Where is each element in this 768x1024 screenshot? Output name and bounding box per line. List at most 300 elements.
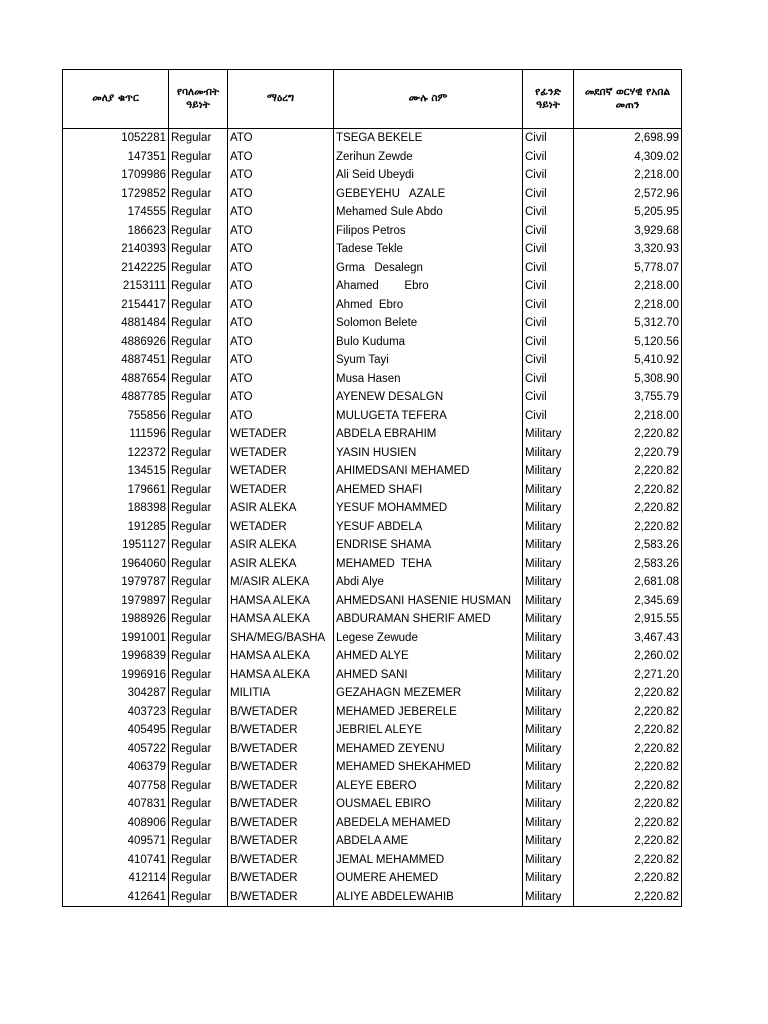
cell-beneficiary-type: Regular: [169, 148, 228, 167]
cell-rank: WETADER: [228, 481, 334, 500]
cell-monthly-amount: 2,345.69: [574, 592, 682, 611]
cell-monthly-amount: 2,271.20: [574, 666, 682, 685]
cell-id: 304287: [63, 684, 169, 703]
cell-id: 4887451: [63, 351, 169, 370]
cell-id: 2153111: [63, 277, 169, 296]
cell-rank: ATO: [228, 203, 334, 222]
cell-id: 412641: [63, 888, 169, 907]
cell-rank: HAMSA ALEKA: [228, 610, 334, 629]
table-row: [63, 740, 682, 759]
cell-beneficiary-type: Regular: [169, 499, 228, 518]
cell-rank: B/WETADER: [228, 758, 334, 777]
cell-beneficiary-type: Regular: [169, 555, 228, 574]
cell-full-name: Ahamed Ebro: [334, 277, 523, 296]
table-row: [63, 277, 682, 296]
cell-beneficiary-type: Regular: [169, 832, 228, 851]
cell-pension-type: Military: [523, 740, 574, 759]
cell-id: 410741: [63, 851, 169, 870]
cell-pension-type: Civil: [523, 259, 574, 278]
cell-monthly-amount: 2,220.82: [574, 462, 682, 481]
cell-monthly-amount: 2,220.82: [574, 703, 682, 722]
cell-rank: B/WETADER: [228, 777, 334, 796]
cell-monthly-amount: 2,218.00: [574, 407, 682, 426]
cell-rank: HAMSA ALEKA: [228, 647, 334, 666]
cell-monthly-amount: 2,698.99: [574, 129, 682, 148]
cell-monthly-amount: 2,220.82: [574, 740, 682, 759]
cell-full-name: OUSMAEL EBIRO: [334, 795, 523, 814]
cell-rank: ATO: [228, 407, 334, 426]
cell-pension-type: Military: [523, 814, 574, 833]
table-row: [63, 758, 682, 777]
table-row: [63, 240, 682, 259]
cell-id: 407831: [63, 795, 169, 814]
cell-monthly-amount: 2,220.82: [574, 851, 682, 870]
cell-monthly-amount: 2,220.82: [574, 684, 682, 703]
cell-monthly-amount: 2,260.02: [574, 647, 682, 666]
cell-full-name: Ali Seid Ubeydi: [334, 166, 523, 185]
cell-rank: ATO: [228, 259, 334, 278]
cell-rank: ATO: [228, 388, 334, 407]
table-row: [63, 851, 682, 870]
cell-full-name: JEMAL MEHAMMED: [334, 851, 523, 870]
cell-pension-type: Civil: [523, 296, 574, 315]
cell-beneficiary-type: Regular: [169, 462, 228, 481]
cell-pension-type: Military: [523, 444, 574, 463]
cell-pension-type: Military: [523, 592, 574, 611]
cell-id: 4887654: [63, 370, 169, 389]
cell-rank: B/WETADER: [228, 740, 334, 759]
cell-id: 406379: [63, 758, 169, 777]
cell-beneficiary-type: Regular: [169, 721, 228, 740]
cell-full-name: Tadese Tekle: [334, 240, 523, 259]
cell-full-name: ABDURAMAN SHERIF AMED: [334, 610, 523, 629]
table-row: [63, 573, 682, 592]
cell-monthly-amount: 2,218.00: [574, 166, 682, 185]
cell-id: 405722: [63, 740, 169, 759]
pension-table-sheet: [62, 69, 682, 907]
header-id: መለያ ቁጥር: [63, 70, 169, 129]
cell-pension-type: Military: [523, 481, 574, 500]
cell-id: 1979897: [63, 592, 169, 611]
cell-beneficiary-type: Regular: [169, 240, 228, 259]
cell-beneficiary-type: Regular: [169, 388, 228, 407]
table-row: [63, 610, 682, 629]
table-row: [63, 351, 682, 370]
cell-beneficiary-type: Regular: [169, 647, 228, 666]
cell-full-name: Mehamed Sule Abdo: [334, 203, 523, 222]
cell-full-name: AHMEDSANI HASENIE HUSMAN: [334, 592, 523, 611]
cell-id: 147351: [63, 148, 169, 167]
cell-monthly-amount: 2,220.82: [574, 777, 682, 796]
cell-full-name: Filipos Petros: [334, 222, 523, 241]
cell-full-name: ALIYE ABDELEWAHIB: [334, 888, 523, 907]
cell-pension-type: Civil: [523, 314, 574, 333]
cell-pension-type: Military: [523, 851, 574, 870]
cell-full-name: Grma Desalegn: [334, 259, 523, 278]
cell-rank: WETADER: [228, 444, 334, 463]
cell-beneficiary-type: Regular: [169, 407, 228, 426]
table-row: [63, 795, 682, 814]
cell-pension-type: Military: [523, 555, 574, 574]
cell-rank: M/ASIR ALEKA: [228, 573, 334, 592]
table-row: [63, 666, 682, 685]
cell-pension-type: Military: [523, 869, 574, 888]
table-row: [63, 777, 682, 796]
cell-monthly-amount: 2,583.26: [574, 555, 682, 574]
table-row: [63, 536, 682, 555]
cell-beneficiary-type: Regular: [169, 869, 228, 888]
table-row: [63, 703, 682, 722]
cell-pension-type: Civil: [523, 277, 574, 296]
table-row: [63, 647, 682, 666]
cell-rank: ATO: [228, 351, 334, 370]
cell-pension-type: Military: [523, 425, 574, 444]
cell-monthly-amount: 2,572.96: [574, 185, 682, 204]
table-row: [63, 684, 682, 703]
cell-beneficiary-type: Regular: [169, 592, 228, 611]
cell-rank: WETADER: [228, 518, 334, 537]
cell-rank: ATO: [228, 129, 334, 148]
cell-rank: ATO: [228, 277, 334, 296]
cell-id: 2154417: [63, 296, 169, 315]
cell-beneficiary-type: Regular: [169, 573, 228, 592]
cell-pension-type: Civil: [523, 407, 574, 426]
table-row: [63, 148, 682, 167]
cell-pension-type: Military: [523, 573, 574, 592]
cell-full-name: MEHAMED JEBERELE: [334, 703, 523, 722]
cell-rank: ASIR ALEKA: [228, 536, 334, 555]
cell-rank: ATO: [228, 166, 334, 185]
cell-full-name: Bulo Kuduma: [334, 333, 523, 352]
cell-pension-type: Military: [523, 684, 574, 703]
cell-pension-type: Civil: [523, 203, 574, 222]
cell-rank: HAMSA ALEKA: [228, 592, 334, 611]
cell-beneficiary-type: Regular: [169, 758, 228, 777]
cell-pension-type: Military: [523, 536, 574, 555]
cell-pension-type: Civil: [523, 370, 574, 389]
cell-monthly-amount: 2,218.00: [574, 296, 682, 315]
table-row: [63, 333, 682, 352]
cell-monthly-amount: 2,220.82: [574, 814, 682, 833]
cell-rank: WETADER: [228, 425, 334, 444]
cell-full-name: JEBRIEL ALEYE: [334, 721, 523, 740]
table-row: [63, 869, 682, 888]
cell-beneficiary-type: Regular: [169, 333, 228, 352]
cell-id: 405495: [63, 721, 169, 740]
table-row: [63, 166, 682, 185]
cell-pension-type: Military: [523, 888, 574, 907]
cell-full-name: ABDELA AME: [334, 832, 523, 851]
cell-beneficiary-type: Regular: [169, 259, 228, 278]
header-pension-type: የፊንድ ዓይነት: [523, 70, 574, 129]
header-rank: ማዕረግ: [228, 70, 334, 129]
cell-beneficiary-type: Regular: [169, 666, 228, 685]
cell-pension-type: Military: [523, 777, 574, 796]
table-row: [63, 425, 682, 444]
cell-id: 1996916: [63, 666, 169, 685]
cell-rank: ATO: [228, 333, 334, 352]
cell-id: 1996839: [63, 647, 169, 666]
cell-id: 407758: [63, 777, 169, 796]
cell-beneficiary-type: Regular: [169, 203, 228, 222]
cell-full-name: OUMERE AHEMED: [334, 869, 523, 888]
cell-beneficiary-type: Regular: [169, 277, 228, 296]
cell-monthly-amount: 2,220.79: [574, 444, 682, 463]
cell-monthly-amount: 5,312.70: [574, 314, 682, 333]
cell-monthly-amount: 2,220.82: [574, 832, 682, 851]
cell-full-name: Ahmed Ebro: [334, 296, 523, 315]
cell-monthly-amount: 2,220.82: [574, 481, 682, 500]
cell-beneficiary-type: Regular: [169, 314, 228, 333]
table-row: [63, 388, 682, 407]
cell-pension-type: Civil: [523, 240, 574, 259]
cell-id: 412114: [63, 869, 169, 888]
table-row: [63, 499, 682, 518]
cell-id: 174555: [63, 203, 169, 222]
cell-rank: B/WETADER: [228, 721, 334, 740]
cell-full-name: YESUF ABDELA: [334, 518, 523, 537]
cell-monthly-amount: 2,220.82: [574, 721, 682, 740]
header-beneficiary-type: የባለመብት ዓይነት: [169, 70, 228, 129]
cell-beneficiary-type: Regular: [169, 222, 228, 241]
cell-full-name: AHMED ALYE: [334, 647, 523, 666]
cell-full-name: ABDELA EBRAHIM: [334, 425, 523, 444]
cell-full-name: GEZAHAGN MEZEMER: [334, 684, 523, 703]
cell-id: 1979787: [63, 573, 169, 592]
cell-rank: B/WETADER: [228, 851, 334, 870]
cell-id: 403723: [63, 703, 169, 722]
cell-full-name: YESUF MOHAMMED: [334, 499, 523, 518]
cell-id: 1052281: [63, 129, 169, 148]
cell-beneficiary-type: Regular: [169, 703, 228, 722]
cell-rank: ATO: [228, 314, 334, 333]
cell-full-name: YASIN HUSIEN: [334, 444, 523, 463]
cell-pension-type: Military: [523, 629, 574, 648]
cell-monthly-amount: 2,915.55: [574, 610, 682, 629]
cell-full-name: MULUGETA TEFERA: [334, 407, 523, 426]
cell-id: 191285: [63, 518, 169, 537]
cell-rank: ATO: [228, 296, 334, 315]
cell-full-name: AHEMED SHAFI: [334, 481, 523, 500]
cell-full-name: AHMED SANI: [334, 666, 523, 685]
cell-id: 1709986: [63, 166, 169, 185]
cell-id: 4886926: [63, 333, 169, 352]
cell-pension-type: Civil: [523, 129, 574, 148]
cell-monthly-amount: 2,220.82: [574, 758, 682, 777]
cell-id: 408906: [63, 814, 169, 833]
cell-id: 186623: [63, 222, 169, 241]
cell-id: 122372: [63, 444, 169, 463]
cell-rank: HAMSA ALEKA: [228, 666, 334, 685]
cell-beneficiary-type: Regular: [169, 481, 228, 500]
cell-beneficiary-type: Regular: [169, 610, 228, 629]
cell-monthly-amount: 2,220.82: [574, 795, 682, 814]
cell-id: 1991001: [63, 629, 169, 648]
table-row: [63, 259, 682, 278]
table-row: [63, 129, 682, 148]
cell-monthly-amount: 2,220.82: [574, 869, 682, 888]
cell-rank: ATO: [228, 148, 334, 167]
cell-beneficiary-type: Regular: [169, 851, 228, 870]
cell-beneficiary-type: Regular: [169, 296, 228, 315]
table-row: [63, 370, 682, 389]
cell-id: 179661: [63, 481, 169, 500]
cell-full-name: MEHAMED TEHA: [334, 555, 523, 574]
cell-beneficiary-type: Regular: [169, 425, 228, 444]
cell-id: 1964060: [63, 555, 169, 574]
cell-rank: WETADER: [228, 462, 334, 481]
table-row: [63, 462, 682, 481]
cell-id: 4881484: [63, 314, 169, 333]
cell-monthly-amount: 4,309.02: [574, 148, 682, 167]
table-row: [63, 407, 682, 426]
cell-beneficiary-type: Regular: [169, 518, 228, 537]
cell-id: 188398: [63, 499, 169, 518]
cell-monthly-amount: 5,778.07: [574, 259, 682, 278]
cell-rank: B/WETADER: [228, 869, 334, 888]
cell-beneficiary-type: Regular: [169, 185, 228, 204]
cell-monthly-amount: 2,583.26: [574, 536, 682, 555]
cell-pension-type: Civil: [523, 222, 574, 241]
cell-rank: ASIR ALEKA: [228, 555, 334, 574]
cell-full-name: ENDRISE SHAMA: [334, 536, 523, 555]
cell-rank: B/WETADER: [228, 814, 334, 833]
cell-pension-type: Civil: [523, 388, 574, 407]
table-row: [63, 721, 682, 740]
cell-rank: ATO: [228, 222, 334, 241]
header-full-name: ሙሉ ስም: [334, 70, 523, 129]
cell-monthly-amount: 3,755.79: [574, 388, 682, 407]
table-row: [63, 888, 682, 907]
cell-beneficiary-type: Regular: [169, 166, 228, 185]
cell-beneficiary-type: Regular: [169, 777, 228, 796]
cell-full-name: ALEYE EBERO: [334, 777, 523, 796]
cell-monthly-amount: 5,308.90: [574, 370, 682, 389]
cell-monthly-amount: 3,320.93: [574, 240, 682, 259]
cell-beneficiary-type: Regular: [169, 444, 228, 463]
cell-full-name: MEHAMED SHEKAHMED: [334, 758, 523, 777]
table-row: [63, 222, 682, 241]
cell-rank: ASIR ALEKA: [228, 499, 334, 518]
cell-full-name: AYENEW DESALGN: [334, 388, 523, 407]
cell-id: 2142225: [63, 259, 169, 278]
cell-monthly-amount: 5,205.95: [574, 203, 682, 222]
cell-id: 409571: [63, 832, 169, 851]
cell-beneficiary-type: Regular: [169, 888, 228, 907]
cell-id: 1988926: [63, 610, 169, 629]
cell-monthly-amount: 2,681.08: [574, 573, 682, 592]
table-row: [63, 296, 682, 315]
header-row: [63, 70, 682, 129]
cell-id: 1729852: [63, 185, 169, 204]
cell-pension-type: Civil: [523, 148, 574, 167]
cell-pension-type: Military: [523, 610, 574, 629]
cell-rank: B/WETADER: [228, 832, 334, 851]
cell-pension-type: Civil: [523, 333, 574, 352]
cell-id: 2140393: [63, 240, 169, 259]
table-row: [63, 555, 682, 574]
cell-pension-type: Military: [523, 832, 574, 851]
cell-full-name: TSEGA BEKELE: [334, 129, 523, 148]
cell-id: 755856: [63, 407, 169, 426]
cell-beneficiary-type: Regular: [169, 536, 228, 555]
cell-id: 111596: [63, 425, 169, 444]
table-row: [63, 444, 682, 463]
cell-id: 1951127: [63, 536, 169, 555]
cell-full-name: Zerihun Zewde: [334, 148, 523, 167]
cell-full-name: ABEDELA MEHAMED: [334, 814, 523, 833]
cell-beneficiary-type: Regular: [169, 684, 228, 703]
cell-rank: ATO: [228, 185, 334, 204]
table-row: [63, 203, 682, 222]
cell-rank: MILITIA: [228, 684, 334, 703]
table-row: [63, 814, 682, 833]
table-row: [63, 832, 682, 851]
cell-pension-type: Military: [523, 666, 574, 685]
cell-rank: B/WETADER: [228, 888, 334, 907]
cell-full-name: AHIMEDSANI MEHAMED: [334, 462, 523, 481]
cell-rank: ATO: [228, 370, 334, 389]
cell-pension-type: Military: [523, 795, 574, 814]
cell-pension-type: Military: [523, 703, 574, 722]
cell-beneficiary-type: Regular: [169, 370, 228, 389]
header-monthly-amount: መደበኛ ወርሃዊ የአበል መጠን: [574, 70, 682, 129]
cell-monthly-amount: 3,929.68: [574, 222, 682, 241]
cell-monthly-amount: 2,220.82: [574, 888, 682, 907]
table-row: [63, 629, 682, 648]
cell-rank: B/WETADER: [228, 795, 334, 814]
cell-pension-type: Civil: [523, 166, 574, 185]
cell-id: 134515: [63, 462, 169, 481]
pension-table: [62, 69, 682, 907]
cell-beneficiary-type: Regular: [169, 795, 228, 814]
cell-pension-type: Military: [523, 462, 574, 481]
cell-pension-type: Civil: [523, 185, 574, 204]
cell-monthly-amount: 3,467.43: [574, 629, 682, 648]
cell-monthly-amount: 5,410.92: [574, 351, 682, 370]
cell-monthly-amount: 5,120.56: [574, 333, 682, 352]
cell-full-name: Musa Hasen: [334, 370, 523, 389]
cell-monthly-amount: 2,220.82: [574, 425, 682, 444]
cell-pension-type: Military: [523, 499, 574, 518]
cell-monthly-amount: 2,218.00: [574, 277, 682, 296]
cell-pension-type: Military: [523, 647, 574, 666]
cell-full-name: GEBEYEHU AZALE: [334, 185, 523, 204]
cell-rank: ATO: [228, 240, 334, 259]
table-row: [63, 185, 682, 204]
cell-beneficiary-type: Regular: [169, 129, 228, 148]
cell-pension-type: Military: [523, 518, 574, 537]
cell-pension-type: Military: [523, 721, 574, 740]
cell-monthly-amount: 2,220.82: [574, 499, 682, 518]
cell-beneficiary-type: Regular: [169, 814, 228, 833]
cell-beneficiary-type: Regular: [169, 740, 228, 759]
cell-full-name: Syum Tayi: [334, 351, 523, 370]
cell-id: 4887785: [63, 388, 169, 407]
table-row: [63, 592, 682, 611]
table-row: [63, 518, 682, 537]
cell-rank: SHA/MEG/BASHA: [228, 629, 334, 648]
cell-full-name: Legese Zewude: [334, 629, 523, 648]
cell-beneficiary-type: Regular: [169, 629, 228, 648]
cell-rank: B/WETADER: [228, 703, 334, 722]
cell-full-name: MEHAMED ZEYENU: [334, 740, 523, 759]
cell-beneficiary-type: Regular: [169, 351, 228, 370]
table-row: [63, 314, 682, 333]
cell-full-name: Abdi Alye: [334, 573, 523, 592]
cell-pension-type: Military: [523, 758, 574, 777]
cell-pension-type: Civil: [523, 351, 574, 370]
